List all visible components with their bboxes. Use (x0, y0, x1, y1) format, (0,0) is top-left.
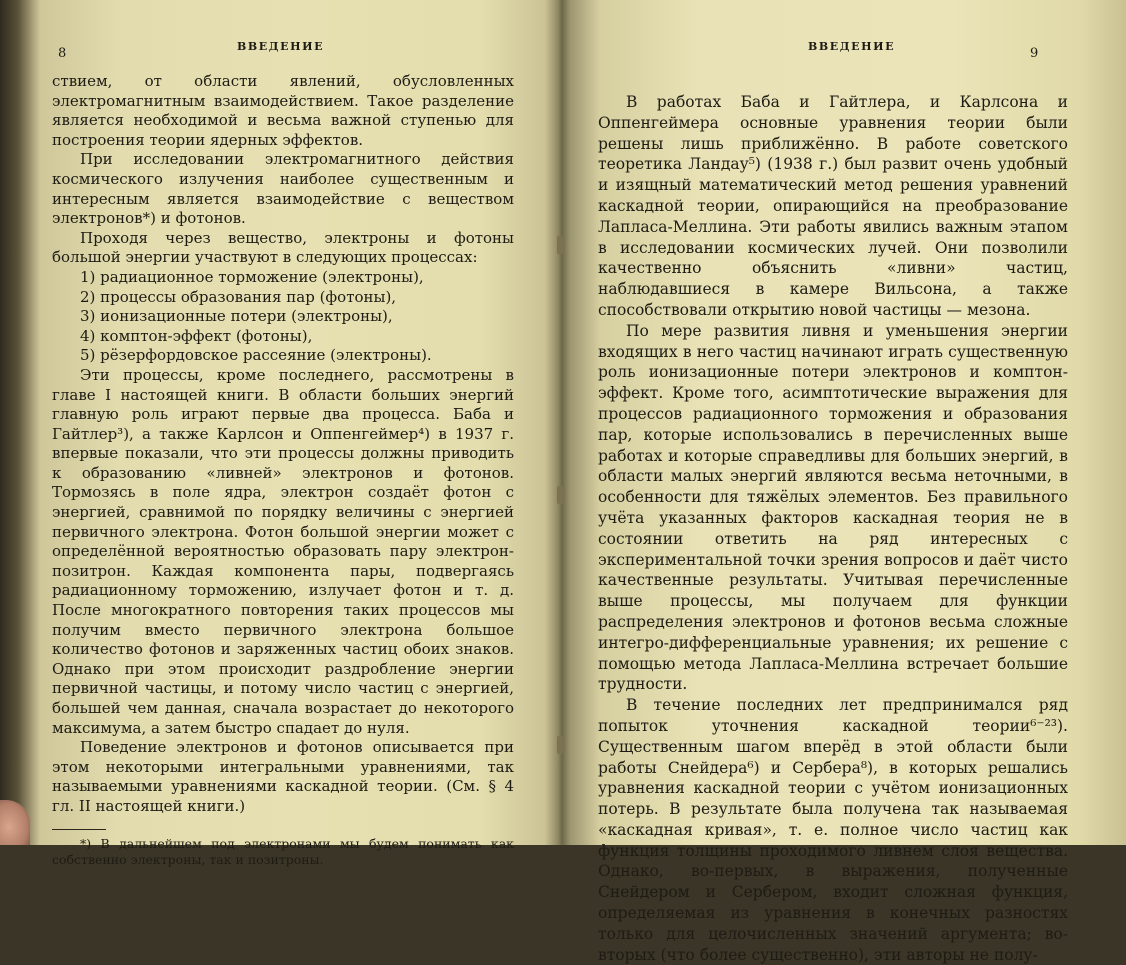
binding-stitch (557, 486, 563, 504)
page-number: 8 (58, 46, 67, 61)
footnote: *) В дальнейшем под электронами мы будем понимать как собственно электроны, так и позитроны. (52, 835, 514, 867)
paragraph: ствием, от области явлений, обусловленных электромагнитным взаимодействием. Такое разделение является необходимой и весьма важной ступенью для построения теории ядерных эффектов. (52, 72, 514, 149)
page-number: 9 (1030, 46, 1039, 61)
binding-stitch (557, 736, 563, 754)
process-list (52, 268, 514, 366)
page-body (52, 72, 514, 868)
paragraph: Проходя через вещество, электроны и фотоны большой энергии участвуют в следующих процессах: (52, 228, 514, 267)
list-item: 1) радиационное торможение (электроны), (80, 267, 424, 286)
list-item: 3) ионизационные потери (электроны), (80, 307, 393, 326)
paragraph: Поведение электронов и фотонов описывается при этом некоторыми интегральными уравнениями, так называемыми уравнениями каскадной теории. (См. § 4 гл. II настоящей книги.) (52, 738, 514, 815)
left-page (52, 0, 514, 867)
footnote-rule (52, 829, 106, 830)
paragraph: В течение последних лет предпринимался ряд попыток уточнения каскадной теории⁶⁻²³). Существенным шагом вперёд в этой области были работы Снейдера⁶) и Сербера⁸), в которых решались уравнения каскадной теории с учётом ионизационных потерь. В результате была получена так называемая «каскадная кривая», т. е. полное число частиц как функция толщины проходимого ливнем слоя вещества. Однако, во-первых, в выражения, полученные Снейдером и Сербером, входит сложная функция, определяемая из уравнения в конечных разностях только для целочисленных значений аргумента; во-вторых (что более существенно), эти авторы не полу- (598, 696, 1068, 964)
thumb (0, 800, 30, 845)
running-head: ВВЕДЕНИЕ (808, 40, 896, 53)
page-body (598, 92, 1068, 965)
running-head: ВВЕДЕНИЕ (237, 40, 325, 53)
paragraph: В работах Баба и Гайтлера, и Карлсона и Оппенгеймера основные уравнения теории были решены лишь приближённо. В работе советского теоретика Ландау⁵) (1938 г.) был развит очень удобный и изящный математический метод решения уравнений каскадной теории, опирающийся на преобразование Лапласа-Меллина. Эти работы явились важным этапом в исследовании космических лучей. Они позволили качественно объяснить «ливни» частиц, наблюдавшиеся в камере Вильсона, а также способствовали открытию новой частицы — мезона. (598, 93, 1068, 319)
paragraph: Эти процессы, кроме последнего, рассмотрены в главе I настоящей книги. В области больших энергий главную роль играют первые два процесса. Баба и Гайтлер³), а также Карлсон и Оппенгеймер⁴) в 1937 г. впервые показали, что эти процессы должны приводить к образованию «ливней» электронов и фотонов. Тормозясь в поле ядра, электрон создаёт фотон с энергией, сравнимой по порядку величины с энергией первичного электрона. Фотон большой энергии может с определённой вероятностью образовать пару электрон-позитрон. Каждая компонента пары, подвергаясь радиационному торможению, излучает фотон и т. д. После многократного повторения таких процессов мы получим вместо первичного электрона большое количество фотонов и заряженных частиц обоих знаков. Однако при этом происходит раздробление энергии первичной частицы, и потому число частиц с энергией, большей чем данная, сначала возрастает до некоторого максимума, а затем быстро спадает до нуля. (52, 365, 514, 737)
list-item: 4) комптон-эффект (фотоны), (80, 326, 313, 345)
list-item: 5) рёзерфордовское рассеяние (электроны). (80, 346, 432, 365)
paragraph: При исследовании электромагнитного действия космического излучения наиболее существенным и интересным является взаимодействие с веществом электронов*) и фотонов. (52, 150, 514, 228)
right-page (598, 0, 1068, 964)
binding-stitch (557, 236, 563, 254)
paragraph: По мере развития ливня и уменьшения энергии входящих в него частиц начинают играть существенную роль ионизационные потери электронов и комптон-эффект. Кроме того, асимптотические выражения для процессов радиационного торможения и образования пар, которые использовались в перечисленных выше работах и которые справедливы для больших энергий, в области малых энергий являются весьма неточными, в особенности для тяжёлых элементов. Без правильного учёта указанных факторов каскадная теория не в состоянии ответить на ряд интересных с экспериментальной точки зрения вопросов и даёт чисто качественные результаты. Учитывая перечисленные выше процессы, мы получаем для функции распределения электронов и фотонов весьма сложные интегро-дифференциальные уравнения; их решение с помощью метода Лапласа-Меллина встречает большие трудности. (598, 321, 1068, 694)
list-item: 2) процессы образования пар (фотоны), (80, 287, 397, 306)
